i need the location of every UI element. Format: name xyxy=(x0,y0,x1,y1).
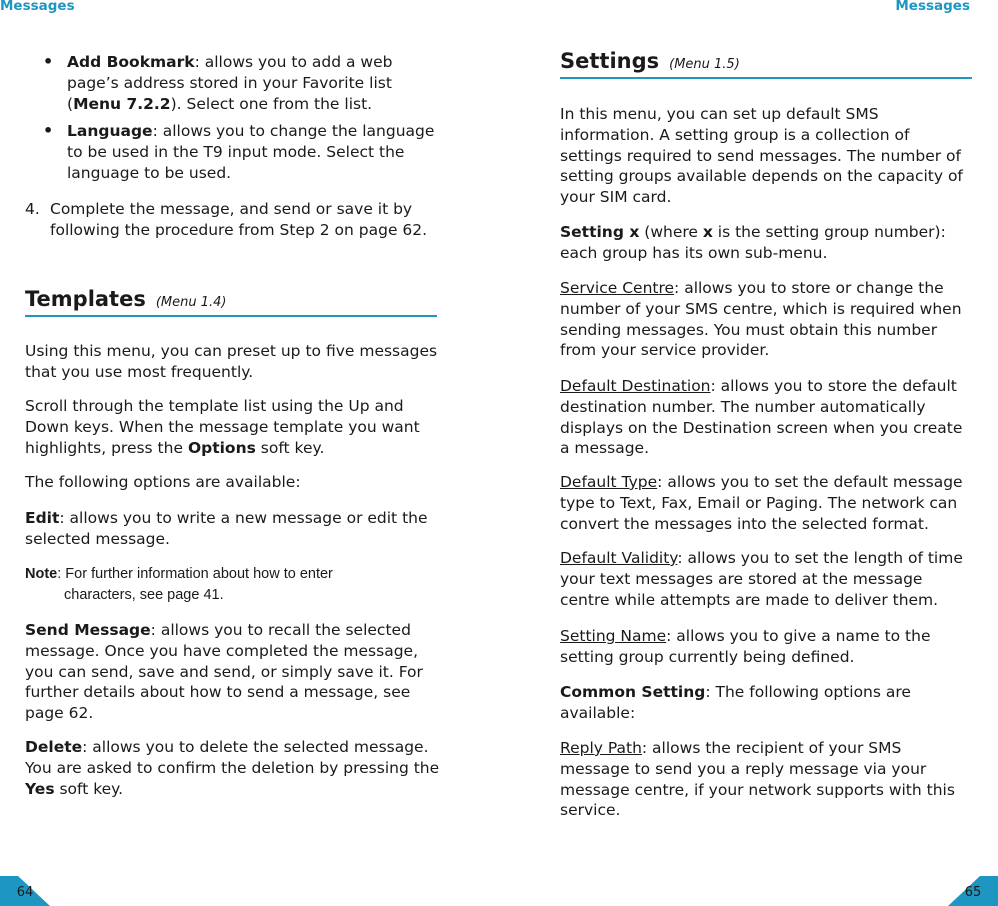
paragraph: The following options are available: xyxy=(25,473,301,491)
term-add-bookmark: Add Bookmark xyxy=(67,53,195,71)
term-default-destination: Default Destination xyxy=(560,377,711,395)
note: Note: For further information about how to enter characters, see page 41. xyxy=(25,566,333,603)
section-heading: Settings xyxy=(560,49,660,73)
option-reply-path: Reply Path: allows the recipient of your SMS message to send you a reply message via your message centre, if your network supports with this service. xyxy=(560,739,955,820)
section-heading: Templates xyxy=(25,287,146,311)
section-title-settings xyxy=(560,49,972,79)
step-4 xyxy=(25,199,440,241)
term-language: Language xyxy=(67,122,153,140)
bullet-dot: • xyxy=(43,121,54,140)
step-text: Complete the message, and send or save it by following the procedure from Step 2 on page 62. xyxy=(50,200,428,239)
term-setting-name: Setting Name xyxy=(560,627,667,645)
paragraph: In this menu, you can set up default SMS information. A setting group is a collection of settings required to send messages. The number of setting groups available depends on the capacity of your SIM card. xyxy=(560,105,963,207)
paragraph: Using this menu, you can preset up to five messages that you use most frequently. xyxy=(25,342,438,381)
paragraph: Scroll through the template list using the Up and Down keys. When the message template you want highlights, press the Options soft key. xyxy=(25,397,420,457)
term-note: Note xyxy=(25,566,58,582)
term-setting-x: Setting x xyxy=(560,223,640,241)
term-default-validity: Default Validity xyxy=(560,549,678,567)
term-service-centre: Service Centre xyxy=(560,279,675,297)
option-send-message: Send Message: allows you to recall the selected message. Once you have completed the message, you can send, save and send, or simply save it. For further details about how to send a message, see page 62. xyxy=(25,621,423,723)
page-number-right: 65 xyxy=(964,885,982,900)
page-number-left: 64 xyxy=(16,885,34,900)
step-number: 4. xyxy=(25,200,40,218)
option-default-type: Default Type: allows you to set the default message type to Text, Fax, Email or Paging. The network can convert the messages into the selected format. xyxy=(560,473,963,533)
option-setting-x: Setting x (where x is the setting group number): each group has its own sub-menu. xyxy=(560,223,946,262)
menu-number: (Menu 1.5) xyxy=(669,57,740,72)
option-delete: Delete: allows you to delete the selected message. You are asked to confirm the deletion by pressing the Yes soft key. xyxy=(25,738,440,798)
key-yes: Yes xyxy=(25,779,55,798)
section-title-templates xyxy=(25,287,437,317)
bullet-dot: • xyxy=(43,52,54,71)
option-default-destination: Default Destination: allows you to store the default destination number. The number automatically displays on the Destination screen when you create a message. xyxy=(560,377,963,458)
key-options: Options xyxy=(187,438,256,457)
term-default-type: Default Type xyxy=(560,473,658,491)
bullet-add-bookmark: • Add Bookmark: allows you to add a web page’s address stored in your Favorite list (Menu 7.2.2). Select one from the list. xyxy=(43,52,393,113)
term-edit: Edit xyxy=(25,509,60,527)
page-number-tab-left xyxy=(0,876,50,906)
option-edit: Edit: allows you to write a new message or edit the selected message. xyxy=(25,509,428,548)
option-common-setting: Common Setting: The following options are available: xyxy=(560,683,911,722)
menu-ref: Menu 7.2.2 xyxy=(73,94,171,113)
page-number-tab-right xyxy=(948,876,998,906)
option-default-validity: Default Validity: allows you to set the length of time your text messages are stored at the message centre while attempts are made to deliver them. xyxy=(560,549,963,609)
running-header-right: Messages xyxy=(895,0,970,14)
bullet-language: • Language: allows you to change the language to be used in the T9 input mode. Select the language to be used. xyxy=(43,121,435,182)
option-service-centre: Service Centre: allows you to store or change the number of your SMS centre, which is required when sending messages. You must obtain this number from your service provider. xyxy=(560,279,962,360)
option-setting-name: Setting Name: allows you to give a name to the setting group currently being defined. xyxy=(560,627,931,666)
term-delete: Delete xyxy=(25,738,83,756)
menu-number: (Menu 1.4) xyxy=(155,295,227,310)
term-common-setting: Common Setting xyxy=(560,683,706,701)
term-send-message: Send Message xyxy=(25,621,151,639)
running-header-left: Messages xyxy=(0,0,75,14)
term-reply-path: Reply Path xyxy=(560,739,642,757)
